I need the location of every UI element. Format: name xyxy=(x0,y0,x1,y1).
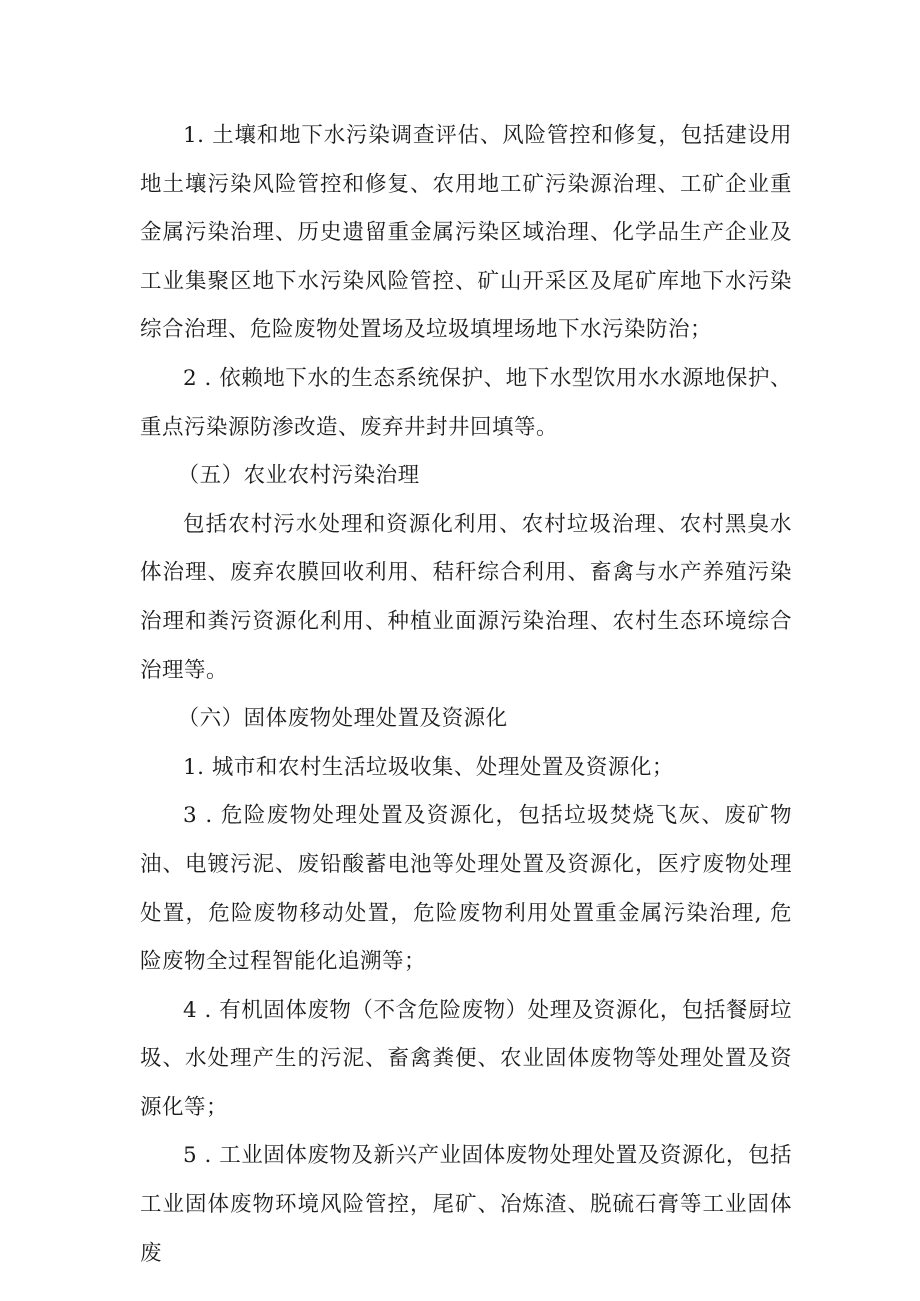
paragraph-soil-groundwater-remediation: 1. 土壤和地下水污染调查评估、风险管控和修复，包括建设用地土壤污染风险管控和修复、农用地工矿污染源治理、工矿企业重金属污染治理、历史遗留重金属污染区域治理、化学品生产企业及工业集聚区地下水污染风险管控、矿山开采区及尾矿库地下水污染综合治理、危险废物处置场及垃圾填埋场地下水污染防治； xyxy=(140,123,792,343)
section-heading-agricultural-rural-pollution: （五）农业农村污染治理 xyxy=(177,463,420,489)
paragraph-groundwater-ecosystem-protection: 2 . 依赖地下水的生态系统保护、地下水型饮用水水源地保护、重点污染源防渗改造、废弃井封井回填等。 xyxy=(140,365,792,440)
document-body xyxy=(140,112,792,1278)
section-heading-solid-waste-treatment: （六）固体废物处理处置及资源化 xyxy=(177,706,508,732)
paragraph-industrial-solid-waste: 5 . 工业固体废物及新兴产业固体废物处理处置及资源化，包括工业固体废物环境风险管控，尾矿、冶炼渣、脱硫石膏等工业固体废 xyxy=(140,1143,792,1266)
paragraph-hazardous-waste: 3 . 危险废物处理处置及资源化，包括垃圾焚烧飞灰、废矿物油、电镀污泥、废铅酸蓄电池等处理处置及资源化，医疗废物处理处置，危险废物移动处置，危险废物利用处置重金属污染治理, 危险废物全过程智能化追溯等； xyxy=(140,803,792,975)
paragraph-rural-pollution-treatment: 包括农村污水处理和资源化利用、农村垃圾治理、农村黑臭水体治理、废弃农膜回收利用、秸秆综合利用、畜禽与水产养殖污染治理和粪污资源化利用、种植业面源污染治理、农村生态环境综合治理等。 xyxy=(140,511,792,683)
paragraph-organic-solid-waste: 4 . 有机固体废物（不含危险废物）处理及资源化，包括餐厨垃圾、水处理产生的污泥、畜禽粪便、农业固体废物等处理处置及资源化等； xyxy=(140,997,792,1120)
paragraph-domestic-garbage: 1. 城市和农村生活垃圾收集、处理处置及资源化； xyxy=(183,754,674,780)
